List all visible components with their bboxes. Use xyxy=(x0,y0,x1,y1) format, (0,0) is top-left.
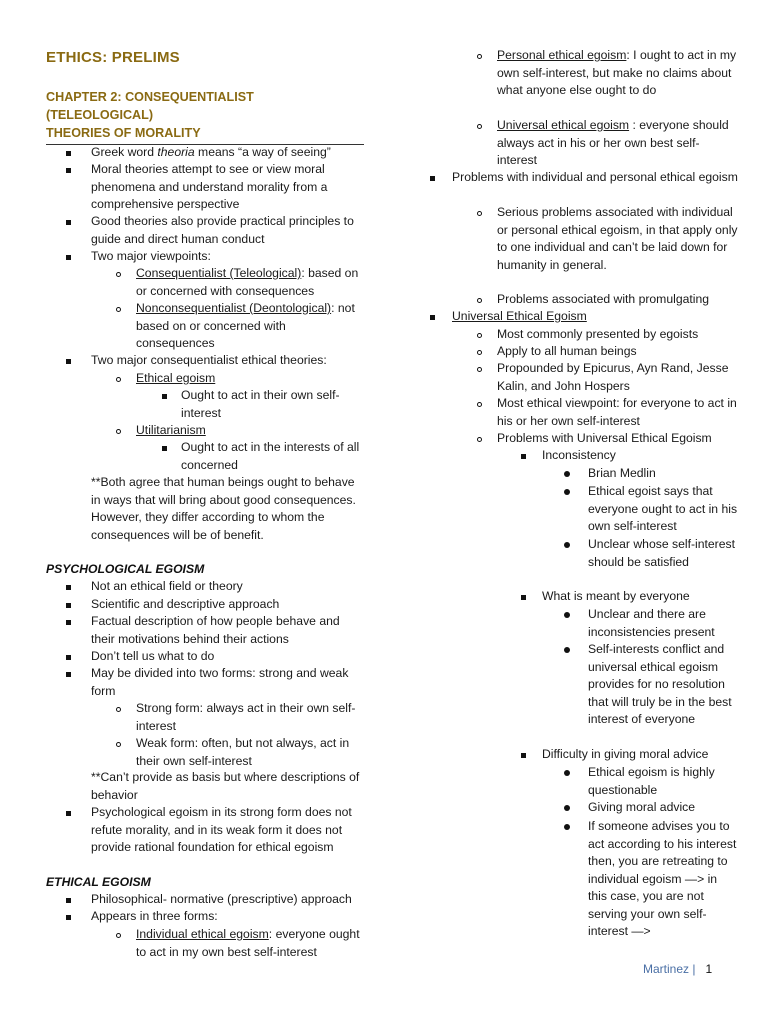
square-bullet-icon xyxy=(66,915,71,920)
square-bullet-icon xyxy=(66,811,71,816)
square-bullet-icon xyxy=(521,753,526,758)
square-bullet-icon xyxy=(66,672,71,677)
square-bullet-icon xyxy=(66,168,71,173)
circle-bullet-icon xyxy=(477,402,482,407)
dot-bullet-icon xyxy=(564,489,570,495)
circle-bullet-icon xyxy=(116,429,121,434)
circle-bullet-icon xyxy=(477,350,482,355)
circle-bullet-icon xyxy=(116,307,121,312)
square-bullet-icon xyxy=(521,595,526,600)
square-bullet-icon xyxy=(66,585,71,590)
footer-author: Martinez | xyxy=(643,962,696,976)
circle-bullet-icon xyxy=(477,54,482,59)
square-bullet-icon xyxy=(162,446,167,451)
circle-bullet-icon xyxy=(477,124,482,129)
square-bullet-icon xyxy=(66,603,71,608)
circle-bullet-icon xyxy=(116,377,121,382)
dot-bullet-icon xyxy=(564,542,570,548)
section-heading-ethical-egoism: ETHICAL EGOISM xyxy=(46,875,151,889)
page-footer xyxy=(643,961,712,979)
document-title: ETHICS: PRELIMS xyxy=(46,49,180,66)
circle-bullet-icon xyxy=(116,707,121,712)
square-bullet-icon xyxy=(66,898,71,903)
note-text: **Both agree that human beings ought to behave in ways that will bring about good consequences. However, they differ according to whom the consequences will be of benefit. xyxy=(91,475,356,542)
circle-bullet-icon xyxy=(116,742,121,747)
circle-bullet-icon xyxy=(477,211,482,216)
circle-bullet-icon xyxy=(477,333,482,338)
dot-bullet-icon xyxy=(564,824,570,830)
circle-bullet-icon xyxy=(477,367,482,372)
circle-bullet-icon xyxy=(477,437,482,442)
square-bullet-icon xyxy=(430,315,435,320)
page-number: 1 xyxy=(705,962,713,976)
circle-bullet-icon xyxy=(116,933,121,938)
square-bullet-icon xyxy=(66,620,71,625)
dot-bullet-icon xyxy=(564,612,570,618)
note-text: **Can’t provide as basis but where descriptions of behavior xyxy=(91,770,360,802)
square-bullet-icon xyxy=(66,151,71,156)
dot-bullet-icon xyxy=(564,471,570,477)
dot-bullet-icon xyxy=(564,647,570,653)
square-bullet-icon xyxy=(66,655,71,660)
dot-bullet-icon xyxy=(564,805,570,811)
square-bullet-icon xyxy=(66,255,71,260)
square-bullet-icon xyxy=(521,454,526,459)
circle-bullet-icon xyxy=(477,298,482,303)
chapter-heading: CHAPTER 2: CONSEQUENTIALIST (TELEOLOGICAL) THEORIES OF MORALITY xyxy=(46,88,364,145)
square-bullet-icon xyxy=(66,359,71,364)
circle-bullet-icon xyxy=(116,272,121,277)
square-bullet-icon xyxy=(430,176,435,181)
square-bullet-icon xyxy=(162,394,167,399)
dot-bullet-icon xyxy=(564,770,570,776)
square-bullet-icon xyxy=(66,220,71,225)
section-heading-psychological-egoism: PSYCHOLOGICAL EGOISM xyxy=(46,562,205,576)
